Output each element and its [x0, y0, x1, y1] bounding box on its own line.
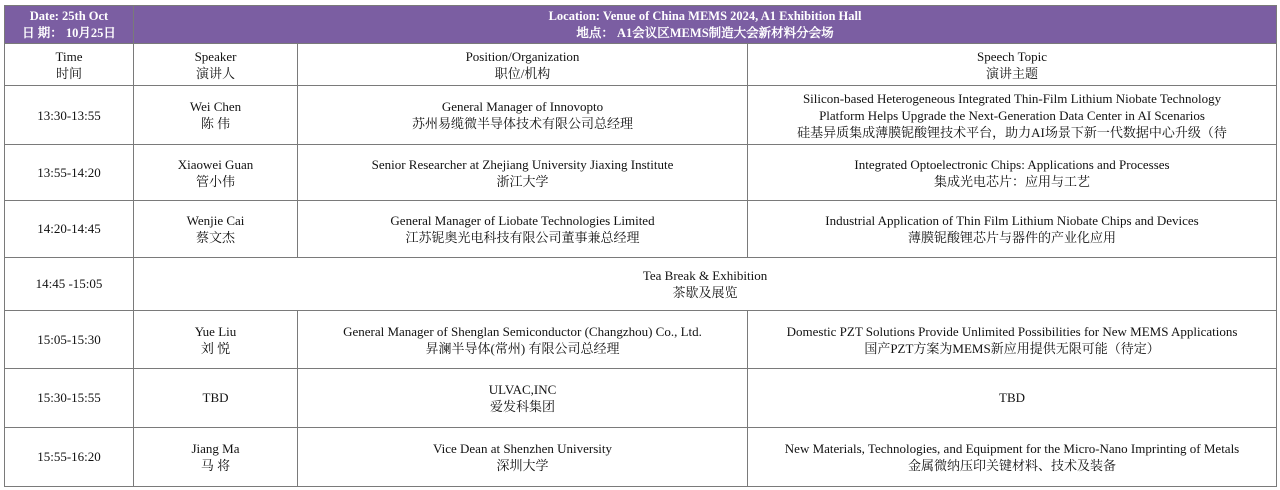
speaker-name-en: Wenjie Cai [186, 212, 245, 228]
position-cell [298, 427, 748, 486]
topic-zh: 金属微纳压印关键材料、技术及装备 [908, 457, 1117, 473]
speaker-cell [134, 86, 298, 144]
speaker-cell [134, 427, 298, 486]
position-en: General Manager of Liobate Technologies Limited [390, 212, 655, 228]
position-en: ULVAC,INC [488, 381, 557, 397]
time-cell: 13:55-14:20 [5, 144, 134, 200]
column-header-topic [748, 44, 1277, 86]
topic-en: Domestic PZT Solutions Provide Unlimited Possibilities for New MEMS Applications [786, 323, 1238, 339]
topic-zh: 薄膜铌酸锂芯片与器件的产业化应用 [908, 229, 1117, 245]
column-speaker-en: Speaker [194, 48, 237, 64]
topic-en: New Materials, Technologies, and Equipment for the Micro-Nano Imprinting of Metals [784, 440, 1240, 456]
location-en: Location: Venue of China MEMS 2024, A1 Exhibition Hall [548, 8, 862, 23]
speaker-name-zh: 蔡文杰 [195, 229, 235, 245]
speaker-name-zh: 马 将 [200, 457, 231, 473]
time-cell: 13:30-13:55 [5, 86, 134, 144]
time-cell: 15:30-15:55 [5, 369, 134, 427]
position-zh: 浙江大学 [496, 173, 549, 189]
topic-cell [748, 144, 1277, 200]
topic-cell [748, 427, 1277, 486]
speaker-cell [134, 144, 298, 200]
position-zh: 爱发科集团 [489, 398, 555, 414]
topic-en: Integrated Optoelectronic Chips: Applications and Processes [854, 156, 1170, 172]
table-row [5, 369, 1277, 427]
speaker-name-zh: 刘 悦 [200, 340, 231, 356]
speaker-name-en: Wei Chen [189, 99, 242, 115]
break-zh: 茶歇及展览 [672, 284, 738, 300]
date-zh: 日 期： 10月25日 [22, 25, 116, 40]
position-cell [298, 86, 748, 144]
table-row [5, 201, 1277, 257]
topic-cell [748, 86, 1277, 144]
speaker-cell [134, 310, 298, 368]
column-header-speaker [134, 44, 298, 86]
topic-cell [748, 310, 1277, 368]
column-header-row [5, 44, 1277, 86]
position-cell [298, 310, 748, 368]
break-row [5, 257, 1277, 310]
table-row [5, 310, 1277, 368]
time-cell: 15:55-16:20 [5, 427, 134, 486]
column-topic-zh: 演讲主题 [986, 65, 1039, 81]
position-cell [298, 369, 748, 427]
schedule-table [4, 5, 1277, 487]
column-topic-en: Speech Topic [977, 48, 1047, 64]
column-position-zh: 职位/机构 [494, 65, 551, 81]
topic-en-line-1: Silicon-based Heterogeneous Integrated Thin-Film Lithium Niobate Technology [802, 90, 1222, 106]
time-cell: 14:45 -15:05 [5, 257, 134, 310]
topic-en-line-2: Platform Helps Upgrade the Next-Generation Data Center in AI Scenarios [819, 107, 1205, 123]
position-zh: 昇澜半导体(常州) 有限公司总经理 [425, 340, 620, 356]
column-header-time [5, 44, 134, 86]
break-en: Tea Break & Exhibition [642, 267, 768, 283]
position-zh: 江苏铌奥光电科技有限公司董事兼总经理 [405, 229, 640, 245]
location-cell [134, 6, 1277, 44]
topic-zh: 硅基异质集成薄膜铌酸锂技术平台，助力AI场景下新一代数据中心升级（待 [797, 124, 1227, 140]
speaker-name-zh: 管小伟 [195, 173, 235, 189]
time-cell: 15:05-15:30 [5, 310, 134, 368]
position-en: Vice Dean at Shenzhen University [433, 440, 612, 456]
position-zh: 苏州易缆微半导体技术有限公司总经理 [411, 116, 633, 132]
break-cell [134, 257, 1277, 310]
date-cell [5, 6, 134, 44]
topic-cell: TBD [748, 369, 1277, 427]
column-speaker-zh: 演讲人 [195, 65, 235, 81]
speaker-name-zh: 陈 伟 [200, 116, 231, 132]
speaker-cell: TBD [134, 369, 298, 427]
topic-en: Industrial Application of Thin Film Lithium Niobate Chips and Devices [825, 212, 1199, 228]
column-time-zh: 时间 [55, 65, 82, 81]
header-row [5, 6, 1277, 44]
topic-zh: 国产PZT方案为MEMS新应用提供无限可能（待定） [864, 340, 1160, 356]
speaker-name-en: Jiang Ma [191, 440, 240, 456]
date-en: Date: 25th Oct [29, 8, 109, 23]
position-zh: 深圳大学 [496, 457, 549, 473]
position-cell [298, 201, 748, 257]
topic-zh: 集成光电芯片：应用与工艺 [934, 173, 1091, 189]
position-en: General Manager of Shenglan Semiconductor (Changzhou) Co., Ltd. [343, 323, 702, 339]
location-zh: 地点： A1会议区MEMS制造大会新材料分会场 [576, 25, 834, 40]
table-row [5, 144, 1277, 200]
speaker-cell [134, 201, 298, 257]
column-header-position [298, 44, 748, 86]
topic-cell [748, 201, 1277, 257]
table-row [5, 86, 1277, 144]
position-cell [298, 144, 748, 200]
position-en: Senior Researcher at Zhejiang University Jiaxing Institute [371, 156, 674, 172]
column-time-en: Time [55, 48, 83, 64]
position-en: General Manager of Innovopto [441, 99, 604, 115]
table-row [5, 427, 1277, 486]
time-cell: 14:20-14:45 [5, 201, 134, 257]
speaker-name-en: Yue Liu [194, 323, 237, 339]
column-position-en: Position/Organization [465, 48, 580, 64]
speaker-name-en: Xiaowei Guan [177, 156, 254, 172]
